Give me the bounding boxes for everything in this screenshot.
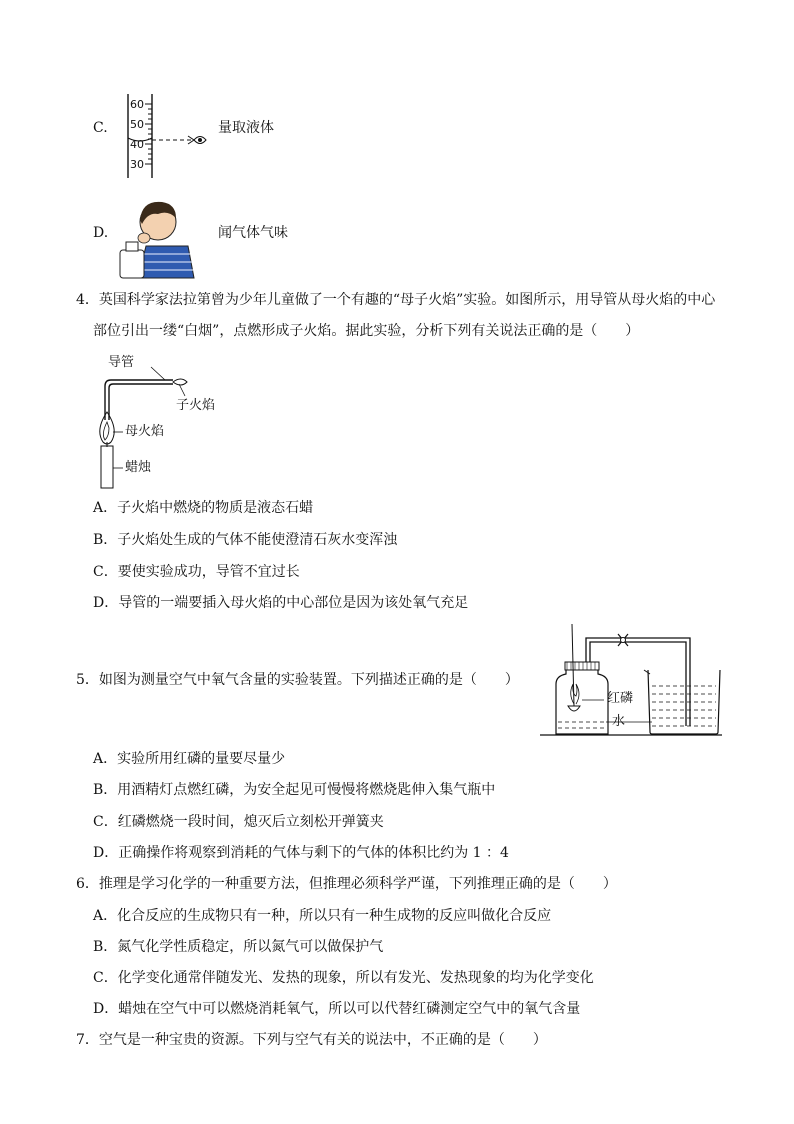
q4-option-b: B．子火焰处生成的气体不能使澄清石灰水变浑浊 xyxy=(93,532,398,548)
label-tube: 导管 xyxy=(108,355,135,370)
q4-stem-line1: 4．英国科学家法拉第曾为少年儿童做了一个有趣的“母子火焰”实验。如图所示，用导管从母火焰的中心 xyxy=(76,292,716,308)
q7-stem: 7．空气是一种宝贵的资源。下列与空气有关的说法中，不正确的是（ ） xyxy=(76,1032,547,1048)
q3-option-c-caption: 量取液体 xyxy=(218,120,274,136)
tick-40: 40 xyxy=(130,138,144,151)
oxygen-content-apparatus xyxy=(540,622,722,738)
q4-option-c: C．要使实验成功，导管不宜过长 xyxy=(93,564,300,580)
q5-option-c: C．红磷燃烧一段时间，熄灭后立刻松开弹簧夹 xyxy=(93,814,384,830)
label-child-flame: 子火焰 xyxy=(176,398,216,413)
tick-60: 60 xyxy=(130,98,144,111)
q4-stem-line2: 部位引出一缕“白烟”，点燃形成子火焰。据此实验，分析下列有关说法正确的是（ ） xyxy=(93,323,640,339)
smelling-gas-figure xyxy=(118,192,198,282)
q6-option-a: A．化合反应的生成物只有一种，所以只有一种生成物的反应叫做化合反应 xyxy=(93,908,552,924)
q3-option-d-caption: 闻气体气味 xyxy=(218,225,288,241)
tick-30: 30 xyxy=(130,158,144,171)
q5-option-b: B．用酒精灯点燃红磷，为安全起见可慢慢将燃烧匙伸入集气瓶中 xyxy=(93,782,496,798)
tick-50: 50 xyxy=(130,118,144,131)
label-candle: 蜡烛 xyxy=(125,460,152,475)
q3-option-c-letter: C. xyxy=(93,120,108,136)
label-mother-flame: 母火焰 xyxy=(125,424,165,439)
q3-option-d-letter: D. xyxy=(93,225,109,241)
q6-option-c: C．化学变化通常伴随发光、发热的现象，所以有发光、发热现象的均为化学变化 xyxy=(93,970,594,986)
q5-option-d: D．正确操作将观察到消耗的气体与剩下的气体的体积比约为 1 ：4 xyxy=(93,845,509,861)
label-red-phosphorus: 红磷 xyxy=(607,691,634,706)
q6-option-b: B．氮气化学性质稳定，所以氮气可以做保护气 xyxy=(93,939,384,955)
q6-stem: 6．推理是学习化学的一种重要方法，但推理必须科学严谨，下列推理正确的是（ ） xyxy=(76,876,617,892)
label-water: 水 xyxy=(612,714,626,729)
q6-option-d: D．蜡烛在空气中可以燃烧消耗氧气，所以可以代替红磷测定空气中的氧气含量 xyxy=(93,1001,581,1017)
q4-option-a: A．子火焰中燃烧的物质是液态石蜡 xyxy=(93,500,314,516)
q4-option-d: D．导管的一端要插入母火焰的中心部位是因为该处氧气充足 xyxy=(93,595,469,611)
q5-stem: 5．如图为测量空气中氧气含量的实验装置。下列描述正确的是（ ） xyxy=(76,672,519,688)
q5-option-a: A．实验所用红磷的量要尽量少 xyxy=(93,751,286,767)
